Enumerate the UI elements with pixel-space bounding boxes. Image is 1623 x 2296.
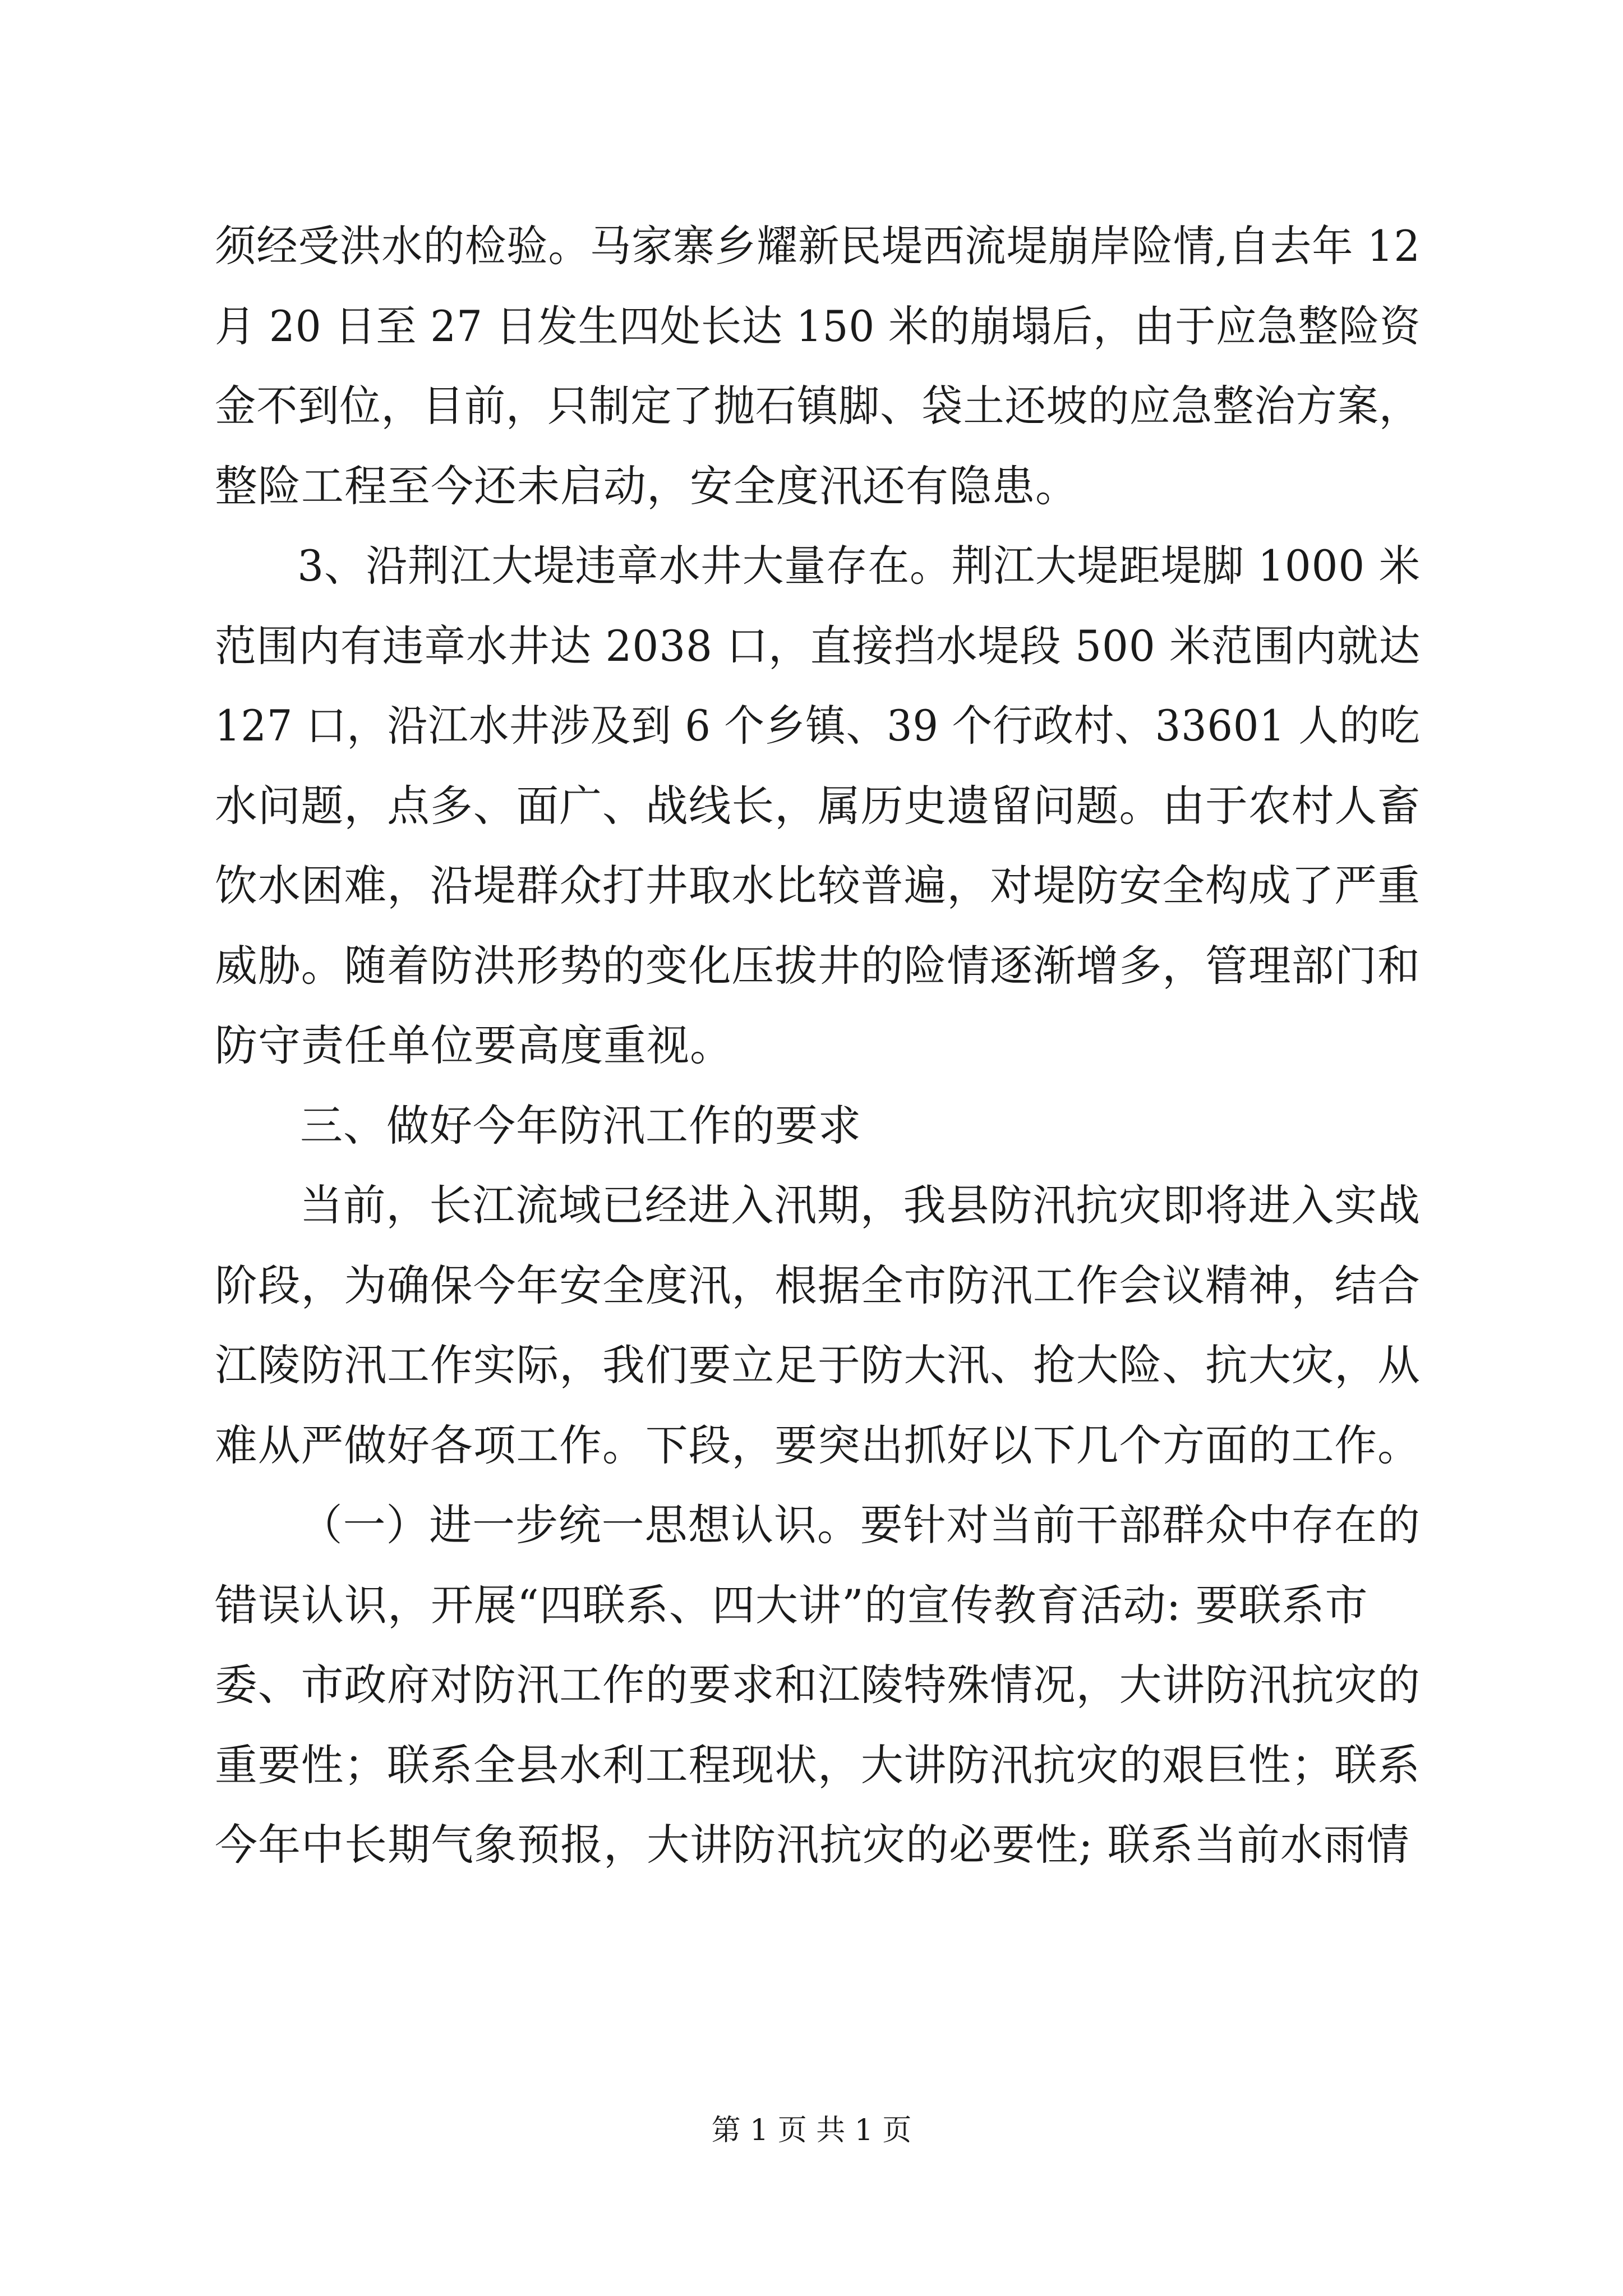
text-line: 整险工程至今还未启动，安全度汛还有隐患。 (215, 461, 1078, 511)
text-line: 江陵防汛工作实际，我们要立足于防大汛、抢大险、抗大灾，从 (215, 1340, 1421, 1390)
page-footer (0, 2114, 1623, 2147)
text-line: 防守责任单位要高度重视。 (215, 1020, 733, 1070)
text-line: 月 20 日至 27 日发生四处长达 150 米的崩塌后，由于应急整险资 (215, 301, 1421, 351)
text-line: 难从严做好各项工作。下段，要突出抓好以下几个方面的工作。 (215, 1420, 1421, 1470)
text-line: 须经受洪水的检验。马家寨乡耀新民堤西流堤崩岸险情,自去年 12 (215, 221, 1421, 271)
text-line: 127 口，沿江水井涉及到 6 个乡镇、39 个行政村、33601 人的吃 (215, 701, 1421, 751)
document-body (215, 206, 1421, 1885)
text-line: 金不到位，目前，只制定了抛石镇脚、袋土还坡的应急整治方案， (215, 381, 1421, 431)
text-line: 委、市政府对防汛工作的要求和江陵特殊情况，大讲防汛抗灾的 (215, 1660, 1421, 1710)
text-line: 当前，长江流域已经进入汛期，我县防汛抗灾即将进入实战 (299, 1180, 1421, 1230)
text-line: 水问题，点多、面广、战线长，属历史遗留问题。由于农村人畜 (215, 780, 1421, 831)
text-line: 3、沿荆江大堤违章水井大量存在。荆江大堤距堤脚 1000 米 (297, 541, 1421, 591)
text-line: 错误认识，开展“四联系、四大讲”的宣传教育活动: 要联系市 (215, 1580, 1368, 1630)
text-line: 今年中长期气象预报，大讲防汛抗灾的必要性; 联系当前水雨情 (215, 1820, 1410, 1870)
text-line: 威胁。随着防洪形势的变化压拔井的险情逐渐增多，管理部门和 (215, 940, 1421, 991)
section-heading: 三、做好今年防汛工作的要求 (300, 1100, 861, 1151)
text-line: 饮水困难，沿堤群众打井取水比较普遍，对堤防安全构成了严重 (215, 861, 1421, 910)
text-line: 阶段，为确保今年安全度汛，根据全市防汛工作会议精神，结合 (215, 1260, 1421, 1310)
page-number-label: 第 1 页 共 1 页 (711, 2114, 912, 2147)
text-line: 范围内有违章水井达 2038 口，直接挡水堤段 500 米范围内就达 (215, 620, 1421, 671)
text-line: 重要性；联系全县水利工程现状，大讲防汛抗灾的艰巨性；联系 (215, 1740, 1421, 1790)
text-line: （一）进一步统一思想认识。要针对当前干部群众中存在的 (299, 1500, 1421, 1550)
